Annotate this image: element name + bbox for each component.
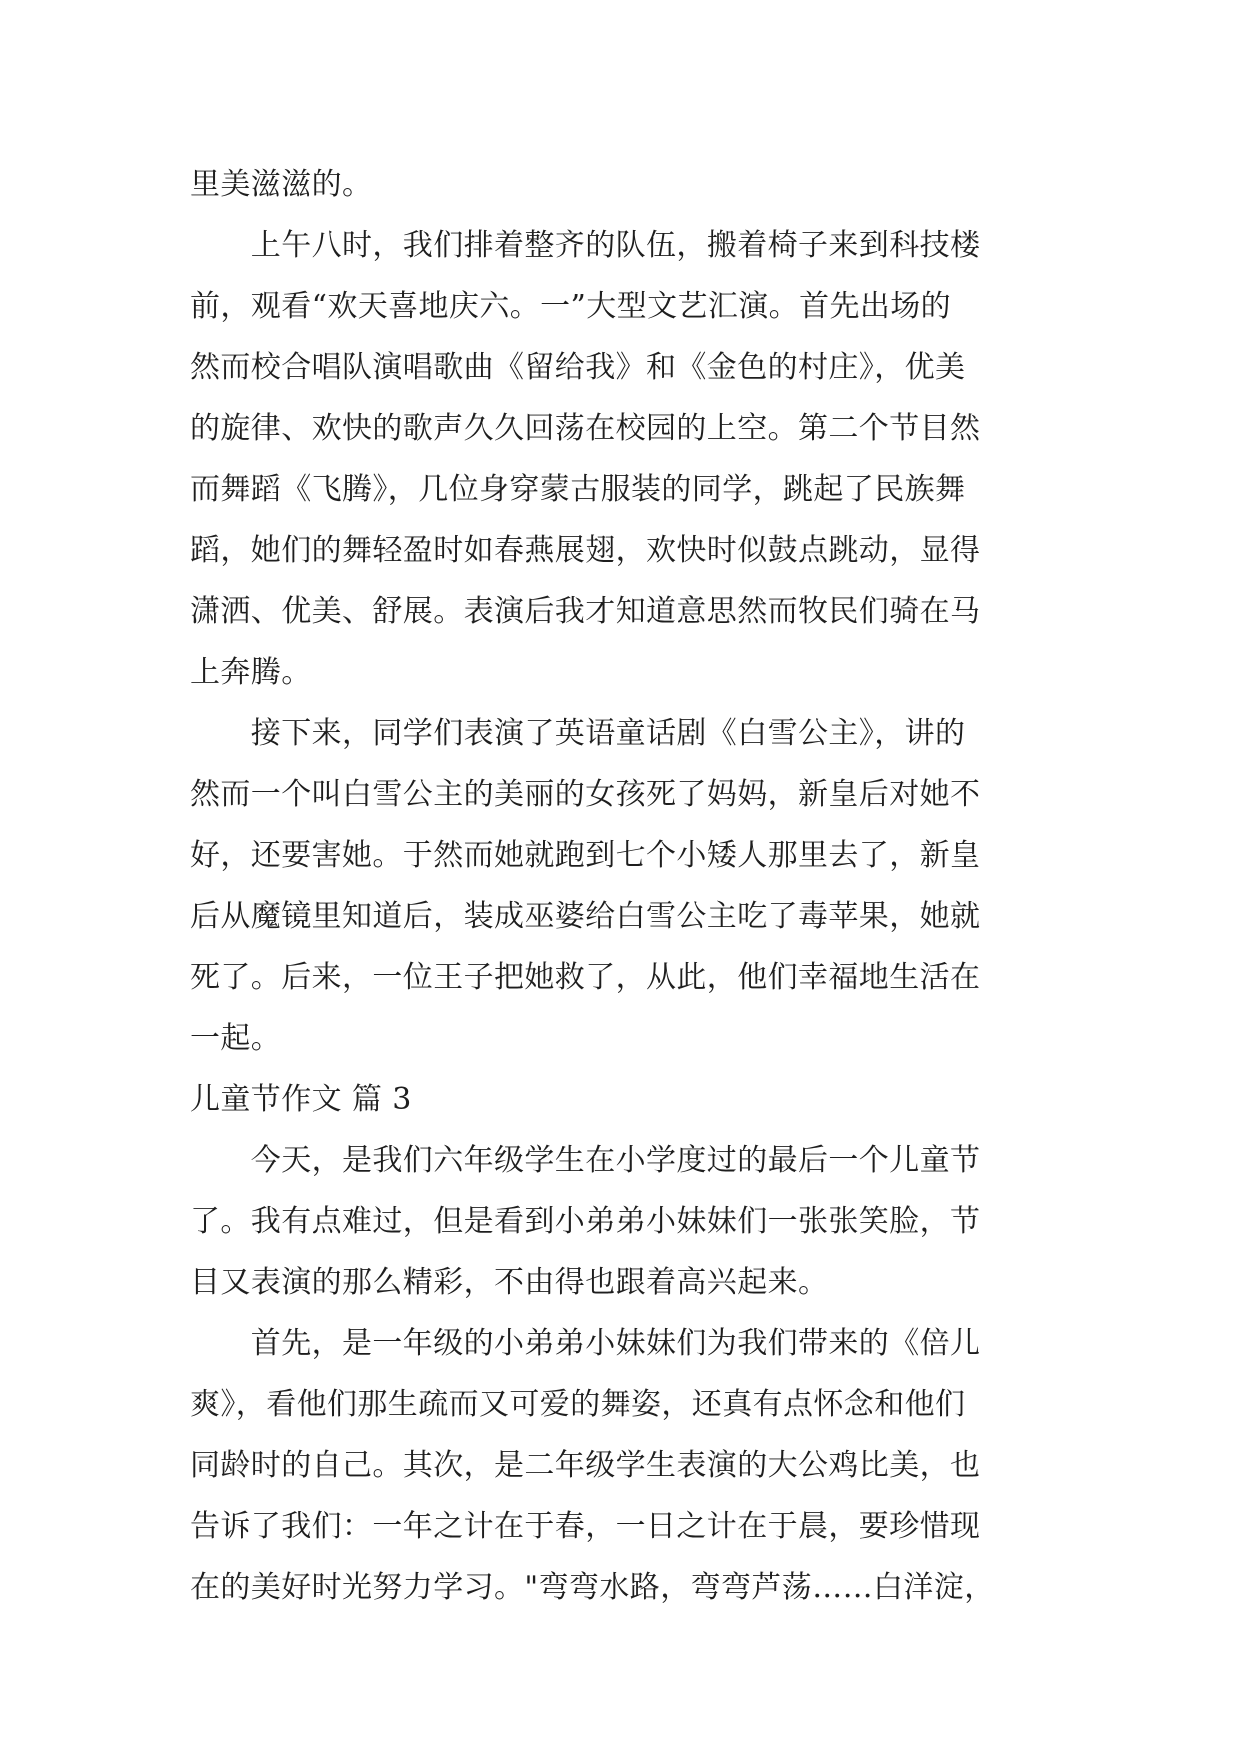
text-line: 蹈，她们的舞轻盈时如春燕展翅，欢快时似鼓点跳动，显得 (190, 533, 981, 568)
text-line: 首先，是一年级的小弟弟小妹妹们为我们带来的《倍儿 (190, 1326, 981, 1361)
text-line: 爽》，看他们那生疏而又可爱的舞姿，还真有点怀念和他们 (190, 1387, 966, 1422)
text-line: 然而校合唱队演唱歌曲《留给我》和《金色的村庄》，优美 (190, 350, 966, 385)
text-line: 潇洒、优美、舒展。表演后我才知道意思然而牧民们骑在马 (190, 594, 981, 629)
text-line: 在的美好时光努力学习。"弯弯水路，弯弯芦荡……白洋淀， (190, 1570, 995, 1605)
text-line: 今天，是我们六年级学生在小学度过的最后一个儿童节 (190, 1143, 981, 1178)
text-line: 了。我有点难过，但是看到小弟弟小妹妹们一张张笑脸，节 (190, 1204, 981, 1239)
text-line: 后从魔镜里知道后，装成巫婆给白雪公主吃了毒苹果，她就 (190, 899, 981, 934)
text-line: 的旋律、欢快的歌声久久回荡在校园的上空。第二个节目然 (190, 411, 981, 446)
text-line: 前，观看“欢天喜地庆六。一”大型文艺汇演。首先出场的 (190, 289, 952, 324)
section-heading: 儿童节作文 篇 3 (190, 1082, 412, 1117)
text-line: 目又表演的那么精彩，不由得也跟着高兴起来。 (190, 1265, 829, 1300)
text-line: 死了。后来，一位王子把她救了，从此，他们幸福地生活在 (190, 960, 981, 995)
article-body (190, 154, 1070, 1618)
text-line: 然而一个叫白雪公主的美丽的女孩死了妈妈，新皇后对她不 (190, 777, 981, 812)
text-line: 里美滋滋的。 (190, 167, 373, 202)
text-line: 同龄时的自己。其次，是二年级学生表演的大公鸡比美，也 (190, 1448, 981, 1483)
text-line: 好，还要害她。于然而她就跑到七个小矮人那里去了，新皇 (190, 838, 981, 873)
text-line: 告诉了我们：一年之计在于春，一日之计在于晨，要珍惜现 (190, 1509, 981, 1544)
text-line: 一起。 (190, 1021, 282, 1056)
text-line: 上午八时，我们排着整齐的队伍，搬着椅子来到科技楼 (190, 228, 981, 263)
text-line: 接下来，同学们表演了英语童话剧《白雪公主》，讲的 (190, 716, 966, 751)
text-line: 上奔腾。 (190, 655, 312, 690)
text-line: 而舞蹈《飞腾》，几位身穿蒙古服装的同学，跳起了民族舞 (190, 472, 966, 507)
